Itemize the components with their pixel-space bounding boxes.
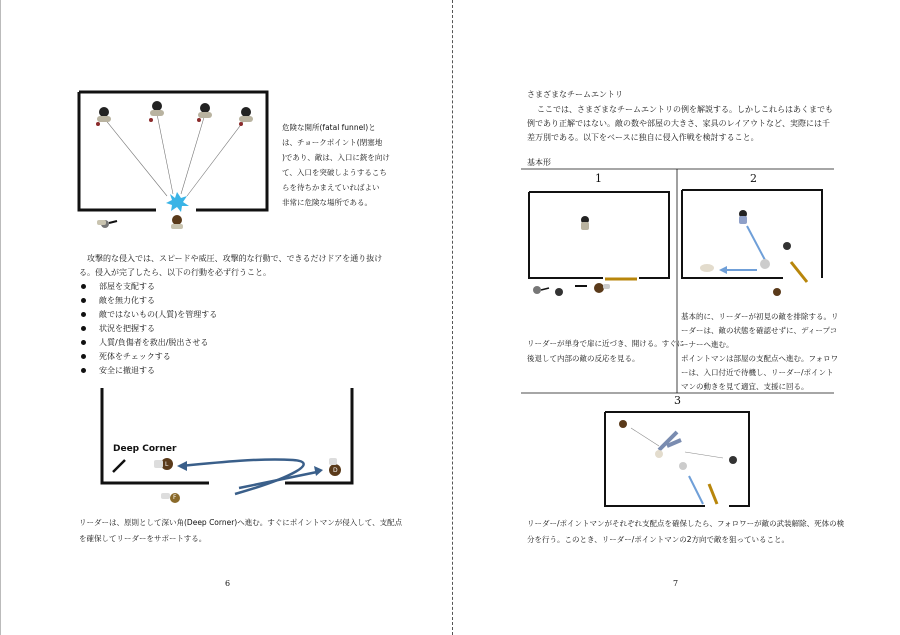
deep-corner-arrow (113, 460, 125, 472)
text-line: 攻撃的な侵入では、スピードや威圧、攻撃的な行動で、できるだけドアを通り抜け (87, 254, 383, 263)
pointman-marker: D (333, 467, 338, 474)
cell-2-text (681, 310, 839, 394)
cell-1-text (527, 336, 684, 366)
enemy-figure (581, 216, 589, 230)
text-line: を確保してリーダーをサポートする。 (79, 534, 207, 543)
text-line: ーダーは、敵の状態を確認せずに、ディープコ (681, 326, 838, 335)
enemy-figure (239, 107, 253, 126)
room-wall (79, 92, 156, 210)
text-line: 後退して内部の敵の反応を見る。 (527, 354, 640, 363)
text-line: リーダー/ポイントマンがそれぞれ支配点を確保したら、フォロワーが敵の武装解除、死体の検 (527, 519, 845, 528)
room-wall (529, 192, 669, 278)
text-line: ここでは、さまざまなチームエントリの例を解説する。しかしこれらはあくまでも (537, 105, 833, 114)
text-line: 差万別である。以下をベースに独自に侵入作戦を検討すること。 (527, 133, 759, 142)
follower-figure (679, 462, 687, 470)
pointman-figure (729, 456, 737, 464)
deep-corner-diagram (1, 380, 453, 510)
arrow-head (719, 266, 727, 274)
enemy-figure (96, 107, 111, 126)
muzzle-flash-icon (166, 192, 189, 212)
door (709, 484, 717, 504)
text-line: 分を行う。このとき、リーダー/ポイントマンの2方向で敵を狙っていること。 (527, 535, 789, 544)
follower-figure (773, 288, 781, 296)
dead-enemy-figure (655, 432, 681, 458)
text-line: )であり、敵は、入口に銃を向け (282, 153, 390, 162)
list-item: 安全に撤退する (79, 364, 217, 378)
text-line: 非常に危険な場所である。 (282, 198, 372, 207)
section-title: さまざまなチームエントリ (527, 90, 623, 99)
fatal-funnel-text (282, 120, 390, 210)
cell-number: 2 (750, 172, 757, 185)
leader-paragraph (79, 515, 402, 547)
dead-enemy-figure (700, 264, 714, 272)
movement-arrow (239, 472, 317, 488)
sight-lines (104, 114, 246, 196)
follower-figure (161, 493, 180, 503)
intro-paragraph (79, 252, 382, 280)
movement-arrow (181, 459, 304, 494)
leader-figure (154, 458, 173, 470)
basic-form-label: 基本形 (527, 158, 551, 167)
list-item: 死体をチェックする (79, 350, 217, 364)
list-item: 敵を無力化する (79, 294, 217, 308)
arrow-head (314, 466, 323, 476)
list-item: 敵ではないもの(人質)を管理する (79, 308, 217, 322)
enemy-figure (197, 103, 212, 122)
leader-marker: L (165, 461, 169, 468)
list-item: 状況を把握する (79, 322, 217, 336)
door (791, 262, 807, 282)
team-member-figure (783, 242, 791, 250)
team-member-figure (171, 215, 183, 229)
text-line: リーダーが単身で扉に近づき、開ける。すぐに (527, 339, 685, 348)
team-member-figure (555, 288, 563, 296)
list-item: 人質/負傷者を救出/脱出させる (79, 336, 217, 350)
team-member-figure (533, 286, 549, 294)
text-line: る。侵入が完了したら、以下の行動を必ず行うこと。 (79, 268, 271, 277)
text-line: マンの動きを見て適宜、支援に回る。 (681, 382, 809, 391)
sight-line (631, 428, 659, 446)
enemy-figure (739, 210, 747, 224)
text-line: は、チョークポイント(閉塞地 (282, 138, 383, 147)
text-line: ポイントマンは部屋の支配点へ進む。フォロワ (681, 354, 839, 363)
text-line: 危険な開所(fatal funnel)と (282, 123, 376, 132)
pointman-arrow (747, 226, 765, 260)
follower-arrow (689, 476, 703, 504)
leader-figure (594, 283, 610, 293)
room-wall (605, 412, 749, 506)
sight-line (685, 452, 723, 458)
room-wall (102, 388, 209, 483)
team-member-figure (97, 220, 117, 228)
cell-number: 3 (674, 394, 681, 407)
action-bullet-list (79, 280, 217, 378)
arrow-head (177, 461, 187, 471)
room-wall (529, 192, 603, 278)
text-line: 例であり正解ではない。敵の数や部屋の大きさ、家具のレイアウトなど、実際には千 (527, 119, 831, 128)
pointman-figure (760, 259, 770, 269)
follower-marker: F (173, 494, 177, 501)
cell-3-text (527, 516, 844, 548)
text-line: ーは、入口付近で待機し、リーダー/ポイント (681, 368, 834, 377)
text-line: 基本的に、リーダーが初見の敵を排除する。リ (681, 312, 839, 321)
deep-corner-label: Deep Corner (113, 444, 177, 454)
text-line: リーダーは、原則として深い角(Deep Corner)へ進む。すぐにポイントマンが侵入して、支配点 (79, 518, 403, 527)
enemy-figure (149, 101, 164, 122)
list-item: 部屋を支配する (79, 280, 217, 294)
page-number: 6 (225, 579, 231, 588)
page-number: 7 (673, 579, 679, 588)
right-page (453, 0, 900, 635)
text-line: て、入口を突破しようするこち (282, 168, 387, 177)
text-line: ーナーへ進む。 (681, 340, 734, 349)
leader-figure (619, 420, 627, 428)
text-line: らを待ちかまえていればよい (282, 183, 380, 192)
cell-number: 1 (595, 172, 602, 185)
